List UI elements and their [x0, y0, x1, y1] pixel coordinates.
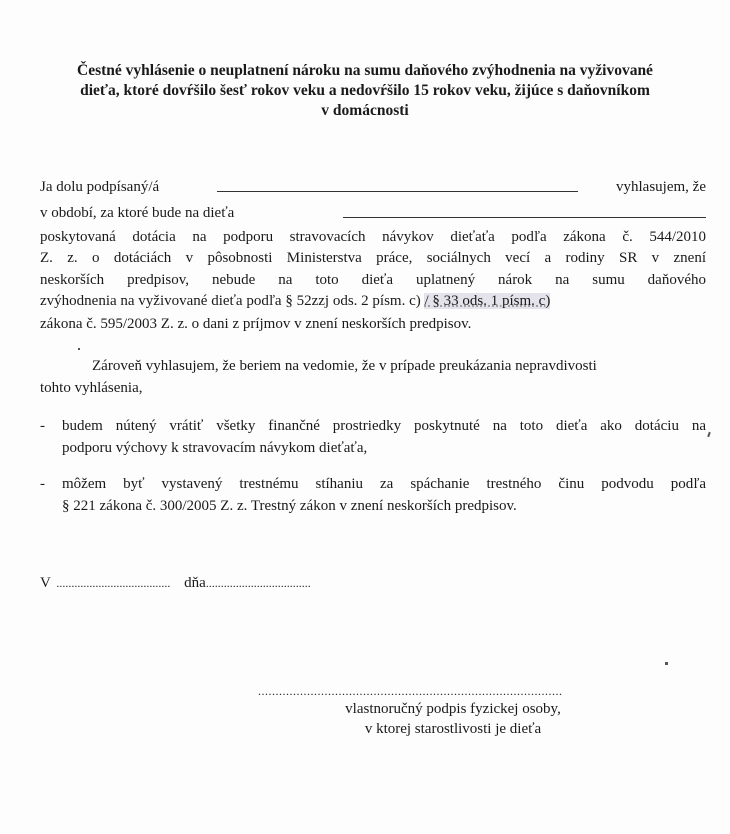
- place-label: V: [40, 575, 51, 591]
- place-field[interactable]: ......................................: [56, 576, 171, 590]
- document-title: [20, 61, 710, 121]
- declaration-row-4: Z. z. o dotáciách v pôsobnosti Ministerstva práce, sociálnych vecí a rodiny SR v znení: [40, 250, 706, 266]
- scan-speck: [665, 662, 668, 665]
- consequence-1-row-1: budem nútený vrátiť všetky finančné prostriedky poskytnuté na toto dieťa ako dotáciu na: [62, 418, 706, 434]
- acknowledgement-row-2: tohto vyhlásenia,: [40, 380, 143, 396]
- declaration-period-label: v období, za ktoré bude na dieťa: [40, 205, 235, 221]
- declaration-declare-text: vyhlasujem, že: [616, 179, 706, 195]
- title-line-1: Čestné vyhlásenie o neuplatnení nároku na sumu daňového zvýhodnenia na vyživované: [77, 62, 653, 79]
- declaration-name-label: Ja dolu podpísaný/á: [40, 179, 160, 195]
- period-field[interactable]: [343, 203, 706, 218]
- acknowledgement-row-1: Zároveň vyhlasujem, že beriem na vedomie, že v prípade preukázania nepravdivosti: [92, 358, 597, 374]
- list-item-dash: -: [40, 418, 45, 434]
- title-line-2: dieťa, ktoré dovŕšilo šesť rokov veku a nedovŕšilo 15 rokov veku, žijúce s daňovníkom: [80, 82, 650, 99]
- highlighted-paragraph-reference: / § 33 ods. 1 písm. c): [424, 293, 551, 309]
- declaration-row-6: [40, 291, 706, 311]
- declaration-row-5: neskorších predpisov, nebude na toto dieťa uplatnený nárok na sumu daňového: [40, 272, 706, 288]
- signature-label-2: v ktorej starostlivosti je dieťa: [364, 721, 542, 737]
- declaration-tax-paragraph: zvýhodnenia na vyživované dieťa podľa § 52zzj ods. 2 písm. c): [40, 293, 425, 309]
- list-item-dash: -: [40, 476, 45, 492]
- place-date-row: [40, 573, 706, 593]
- declaration-row-3: poskytovaná dotácia na podporu stravovacích návykov dieťaťa podľa zákona č. 544/2010: [40, 229, 706, 245]
- consequence-2-row-2: § 221 zákona č. 300/2005 Z. z. Trestný zákon v znení neskorších predpisov.: [62, 498, 517, 514]
- scan-speck: [78, 348, 80, 350]
- consequence-2-row-1: môžem byť vystavený trestnému stíhaniu za spáchanie trestného činu podvodu podľa: [62, 476, 706, 492]
- declaration-row-7: zákona č. 595/2003 Z. z. o dani z príjmov v znení neskorších predpisov.: [40, 316, 472, 332]
- signature-field[interactable]: .......................................................................................: [258, 684, 563, 698]
- signature-label-1: vlastnoručný podpis fyzickej osoby,: [345, 701, 561, 717]
- consequence-1-row-2: podporu výchovy k stravovacím návykom dieťaťa,: [62, 440, 368, 456]
- declaration-row-1: [40, 177, 706, 197]
- scan-speck: [707, 432, 711, 437]
- signer-name-field[interactable]: [217, 177, 578, 192]
- title-line-3: v domácnosti: [321, 102, 409, 119]
- declaration-row-2: [40, 203, 706, 223]
- date-field[interactable]: ...................................: [205, 576, 311, 590]
- date-label: dňa: [184, 575, 206, 591]
